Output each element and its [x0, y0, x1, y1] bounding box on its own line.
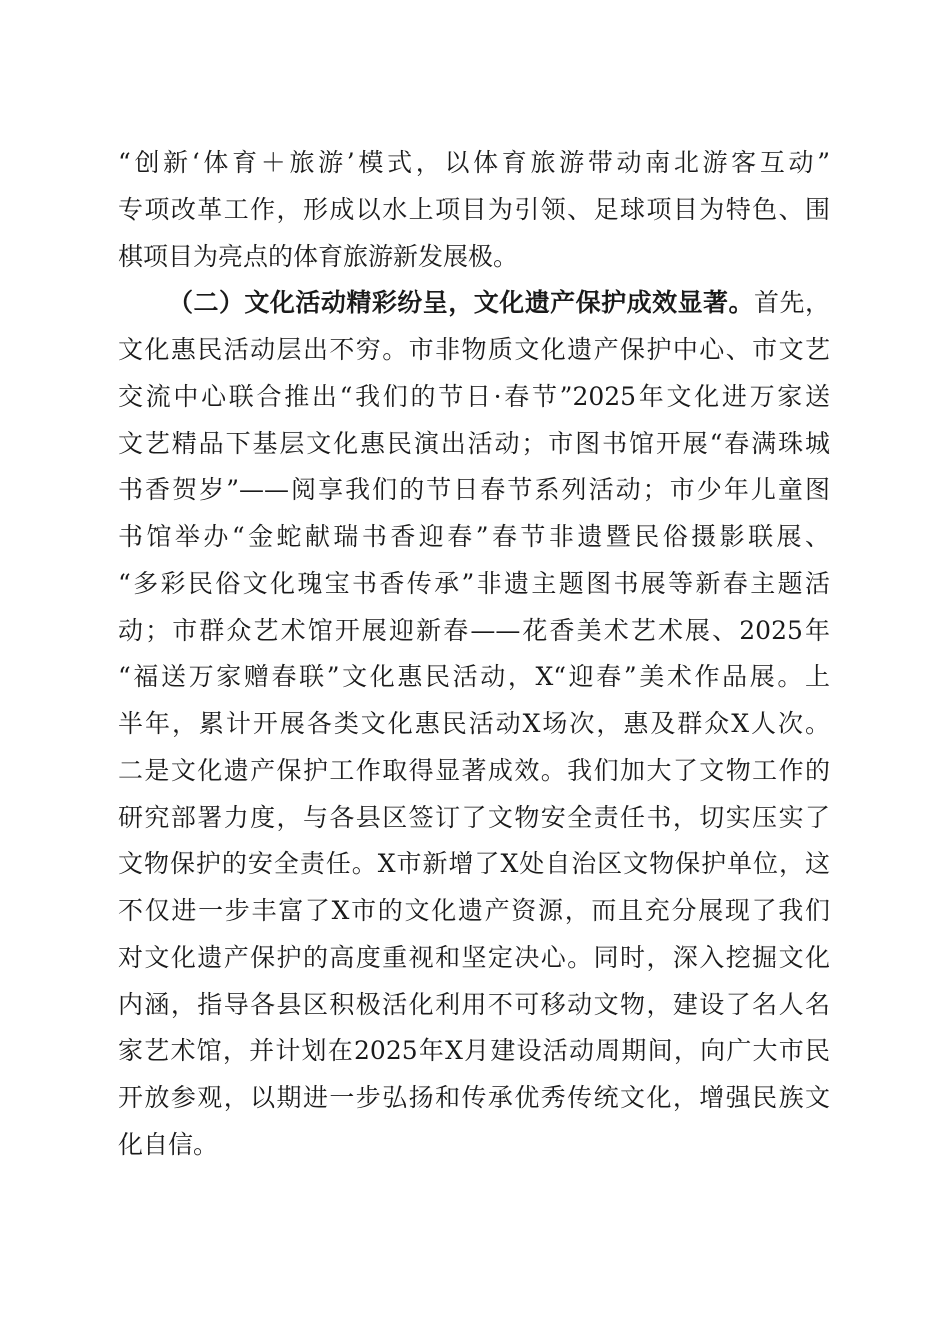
paragraph-sports-tourism	[118, 140, 830, 280]
text-line: 专项改革工作，形成以水上项目为引领、足球项目为特色、围	[118, 194, 830, 224]
text-line: 棋项目为亮点的体育旅游新发展极。	[118, 241, 519, 271]
text-line: 书香贺岁”——阅享我们的节日春节系列活动；市少年儿童图	[118, 475, 830, 505]
section-heading: （二）文化活动精彩纷呈，文化遗产保护成效显著。	[168, 288, 755, 318]
text-run: 首先，	[754, 288, 830, 318]
text-line: 文艺精品下基层文化惠民演出活动；市图书馆开展“春满珠城	[118, 428, 830, 458]
text-line: 交流中心联合推出“我们的节日·春节”2025年文化进万家送	[118, 381, 830, 411]
text-line: 二是文化遗产保护工作取得显著成效。我们加大了文物工作的	[118, 755, 830, 785]
text-line: 内涵，指导各县区积极活化利用不可移动文物，建设了名人名	[118, 989, 830, 1019]
text-line: 半年，累计开展各类文化惠民活动X场次，惠及群众X人次。	[118, 709, 830, 738]
text-line: 动；市群众艺术馆开展迎新春——花香美术艺术展、2025年	[118, 615, 830, 645]
text-line: “福送万家赠春联”文化惠民活动，X“迎春”美术作品展。上	[118, 662, 830, 692]
text-line: 书馆举办“金蛇献瑞书香迎春”春节非遗暨民俗摄影联展、	[118, 522, 830, 551]
text-line: 文化惠民活动层出不穷。市非物质文化遗产保护中心、市文艺	[118, 335, 830, 364]
text-line	[118, 280, 830, 327]
text-line: 不仅进一步丰富了X市的文化遗产资源，而且充分展现了我们	[118, 896, 830, 925]
text-line: 研究部署力度，与各县区签订了文物安全责任书，切实压实了	[118, 802, 830, 832]
text-line: “创新‘体育＋旅游’模式，以体育旅游带动南北游客互动”	[118, 148, 830, 177]
text-line: 开放参观，以期进一步弘扬和传承优秀传统文化，增强民族文	[118, 1083, 830, 1112]
text-line: 化自信。	[118, 1129, 219, 1159]
text-line: 家艺术馆，并计划在2025年X月建设活动周期间，向广大市民	[118, 1036, 830, 1066]
text-line: “多彩民俗文化瑰宝书香传承”非遗主题图书展等新春主题活	[118, 568, 830, 598]
text-line: 文物保护的安全责任。X市新增了X处自治区文物保护单位，这	[118, 849, 830, 879]
paragraph-culture-heritage	[118, 280, 830, 1168]
document-body	[118, 140, 830, 1169]
text-line: 对文化遗产保护的高度重视和坚定决心。同时，深入挖掘文化	[118, 942, 830, 972]
